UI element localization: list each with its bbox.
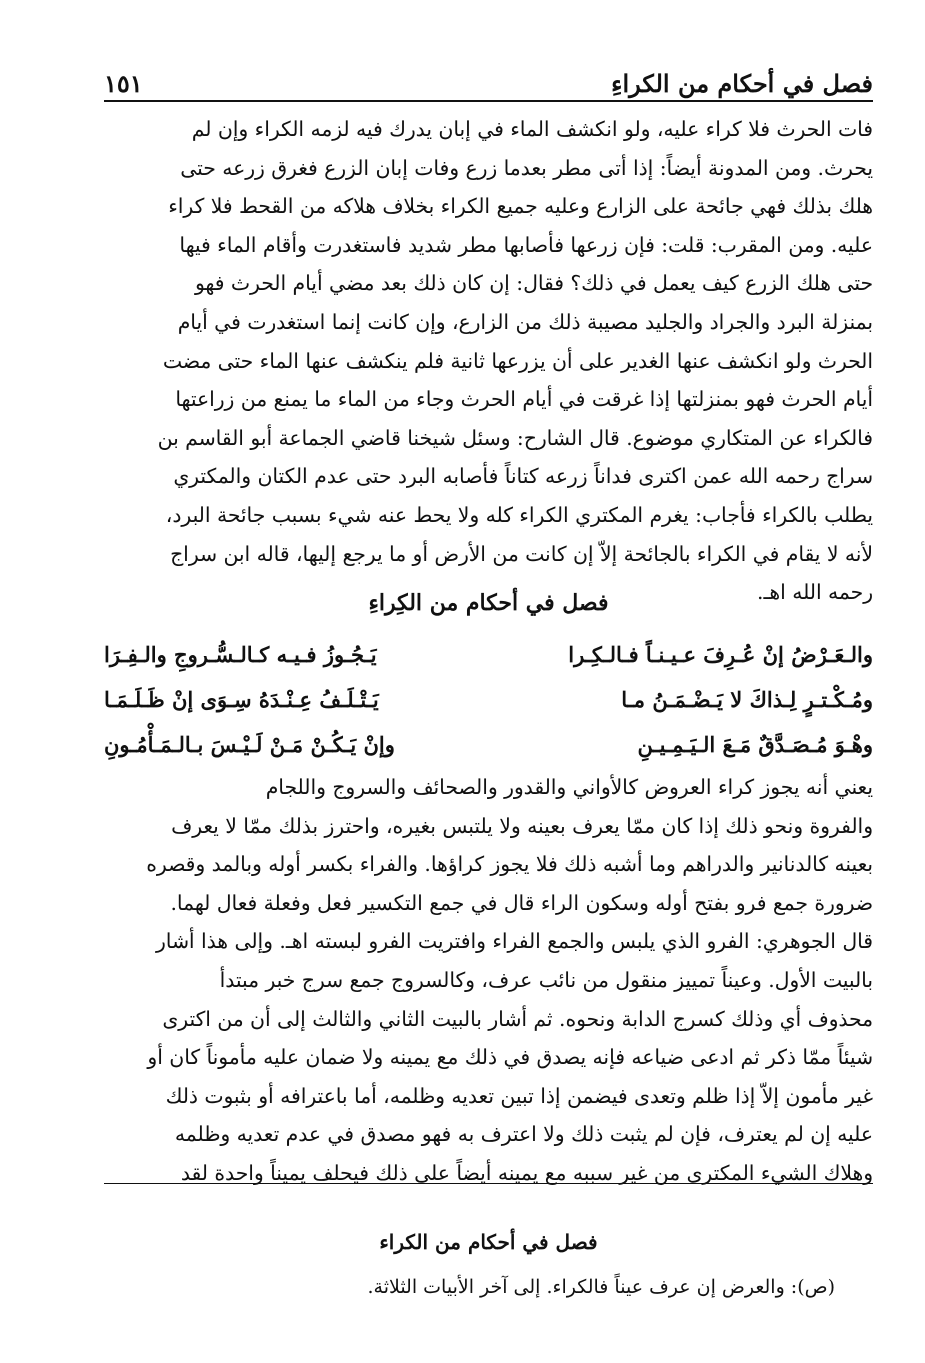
text-line: يعني أنه يجوز كراء العروض كالأواني والقدور والصحائف والسروج واللجام xyxy=(265,775,873,799)
running-title: فصل في أحكام من الكراءِ xyxy=(611,69,873,98)
body-text-block-1 xyxy=(104,110,873,612)
text-line: قال الجوهري: الفرو الذي يلبس والجمع الفراء وافتريت الفرو لبسته اهـ. وإلى هذا أشار xyxy=(155,929,873,954)
text-line: الحرث ولو انكشف عنها الغدير على أن يزرعها ثانية فلم ينكشف عنها الماء حتى مضت xyxy=(162,348,873,373)
footnote-rule xyxy=(104,1183,873,1184)
footnote-title: فصل في أحكام من الكراء xyxy=(379,1230,598,1254)
verse-first-hemistich: ومُـكْـتـرٍ لِـذاكَ لا يَـضْـمَـنُ مـا xyxy=(621,687,873,712)
section-title: فصل في أحكام من الكِراءِ xyxy=(368,590,609,616)
text-line: شيئاً ممّا ذكر ثم ادعى ضياعه فإنه يصدق في ذلك مع يمينه ولا ضمان عليه مأموناً كان أو xyxy=(147,1045,873,1070)
text-line: حتى هلك الزرع كيف يعمل في ذلك؟ فقال: إن كان ذلك بعد مضي أيام الحرث فهو xyxy=(194,271,873,296)
text-line: عليه إن لم يعترف، فإن لم يثبت ذلك ولا اعترف به فهو مصدق في عدم تعديه وظلمه xyxy=(174,1122,873,1147)
text-line: عليه. ومن المقرب: قلت: فإن زرعها فأصابها مطر شديد فاستغدرت وأقام الماء فيها xyxy=(179,232,873,257)
text-line: فات الحرث فلا كراء عليه، ولو انكشف الماء في إبان يدرك فيه لزمه الكراء وإن لم xyxy=(191,117,873,141)
verse-row xyxy=(104,677,873,722)
verse-second-hemistich: يَـتْـلَـفُ عِـنْـدَهُ سِـوَى إنْ ظَـلَـمَـا xyxy=(104,687,379,712)
text-line: محذوف أي وذلك كسرج الدابة ونحوه. ثم أشار بالبيت الثاني والثالث إلى أن من اكترى xyxy=(162,1006,873,1031)
text-line: بالبيت الأول. وعيناً تمييز منقول من نائب عرف، وكالسروج جمع سرج خبر مبتدأ xyxy=(219,967,873,992)
text-line: رحمه الله اهـ. xyxy=(757,580,873,605)
text-line: لأنه لا يقام في الكراء بالجائحة إلاّ إن كانت من الأرض أو ما يرجع إليها، قاله ابن سراج xyxy=(170,541,873,566)
text-line: بعينه كالدنانير والدراهم وما أشبه ذلك فلا يجوز كراؤها. والفراء بكسر أوله وبالمد وقصره xyxy=(146,852,873,877)
page-number: ١٥١ xyxy=(104,69,143,98)
text-line: يطلب بالكراء فأجاب: يغرم المكتري الكراء كله ولا يحط عنه شيء بسبب جائحة البرد، xyxy=(165,502,873,527)
text-line: بمنزلة البرد والجراد والجليد مصيبة ذلك من الزارع، وإن كانت إنما استغدرت في أيام xyxy=(177,309,873,334)
verse-first-hemistich: والـعَـرْضُ إنْ عُـرِفَ عـيـنـاً فـالـكِـرا xyxy=(568,642,873,667)
verse-second-hemistich: وإنْ يَـكُـنْ مَـنْ لَـيْـسَ بـالـمَـأْمُـونِ xyxy=(104,732,395,757)
verse-row xyxy=(104,722,873,767)
text-line: سراج رحمه الله عمن اكترى فداناً زرعه كتاناً فأصابه البرد حتى عدم الكتان والمكتري xyxy=(173,464,873,489)
text-line: والفروة ونحو ذلك إذا كان ممّا يعرف بعينه ولا يلتبس بغيره، واحترز بذلك ممّا لا يعرف xyxy=(171,813,873,838)
text-line: أيام الحرث فهو بمنزلتها إذا غرقت في أيام الحرث وجاء من الماء ما يمنع من زراعتها xyxy=(175,387,873,412)
text-line: غير مأمون إلاّ إذا ظلم وتعدى فيضمن إذا تبين تعديه وظلمه، أما باعترافه أو بثبوت ذلك xyxy=(165,1083,873,1108)
text-line: ضرورة جمع فرو بفتح أوله وسكون الراء قال في جمع التكسير فعل وفعلة فعال لهما. xyxy=(170,890,873,915)
text-line: يحرث. ومن المدونة أيضاً: إذا أتى مطر بعدما زرع وفات إبان الزرع فغرق زرعه حتى xyxy=(180,155,873,180)
text-line: هلك بذلك فهي جائحة على الزارع وعليه جميع الكراء بخلاف هلاكه من القحط فلا كراء xyxy=(168,194,873,219)
text-line: وهلاك الشيء المكترى من غير سببه مع يمينه أيضاً على ذلك فيحلف يميناً واحدة لقد xyxy=(180,1160,873,1185)
header-rule xyxy=(104,100,873,102)
verse-first-hemistich: وهْـوَ مُـصَـدَّقٌ مَـعَ الـيَـمِـيـنِ xyxy=(637,732,873,757)
verse-second-hemistich: يَـجُـوزُ فـيـه كـالـسُّـروجِ والـفِـرَا xyxy=(104,642,377,667)
verse-row xyxy=(104,632,873,677)
footnote-text: (ص): والعرض إن عرف عيناً فالكراء. إلى آخر الأبيات الثلاثة. xyxy=(367,1276,835,1298)
text-line: فالكراء عن المتكاري موضوع. قال الشارح: وسئل شيخنا قاضي الجماعة أبو القاسم بن xyxy=(157,425,873,450)
poem-verses xyxy=(104,632,873,767)
running-header xyxy=(104,58,873,98)
body-text-block-2 xyxy=(104,768,873,1193)
